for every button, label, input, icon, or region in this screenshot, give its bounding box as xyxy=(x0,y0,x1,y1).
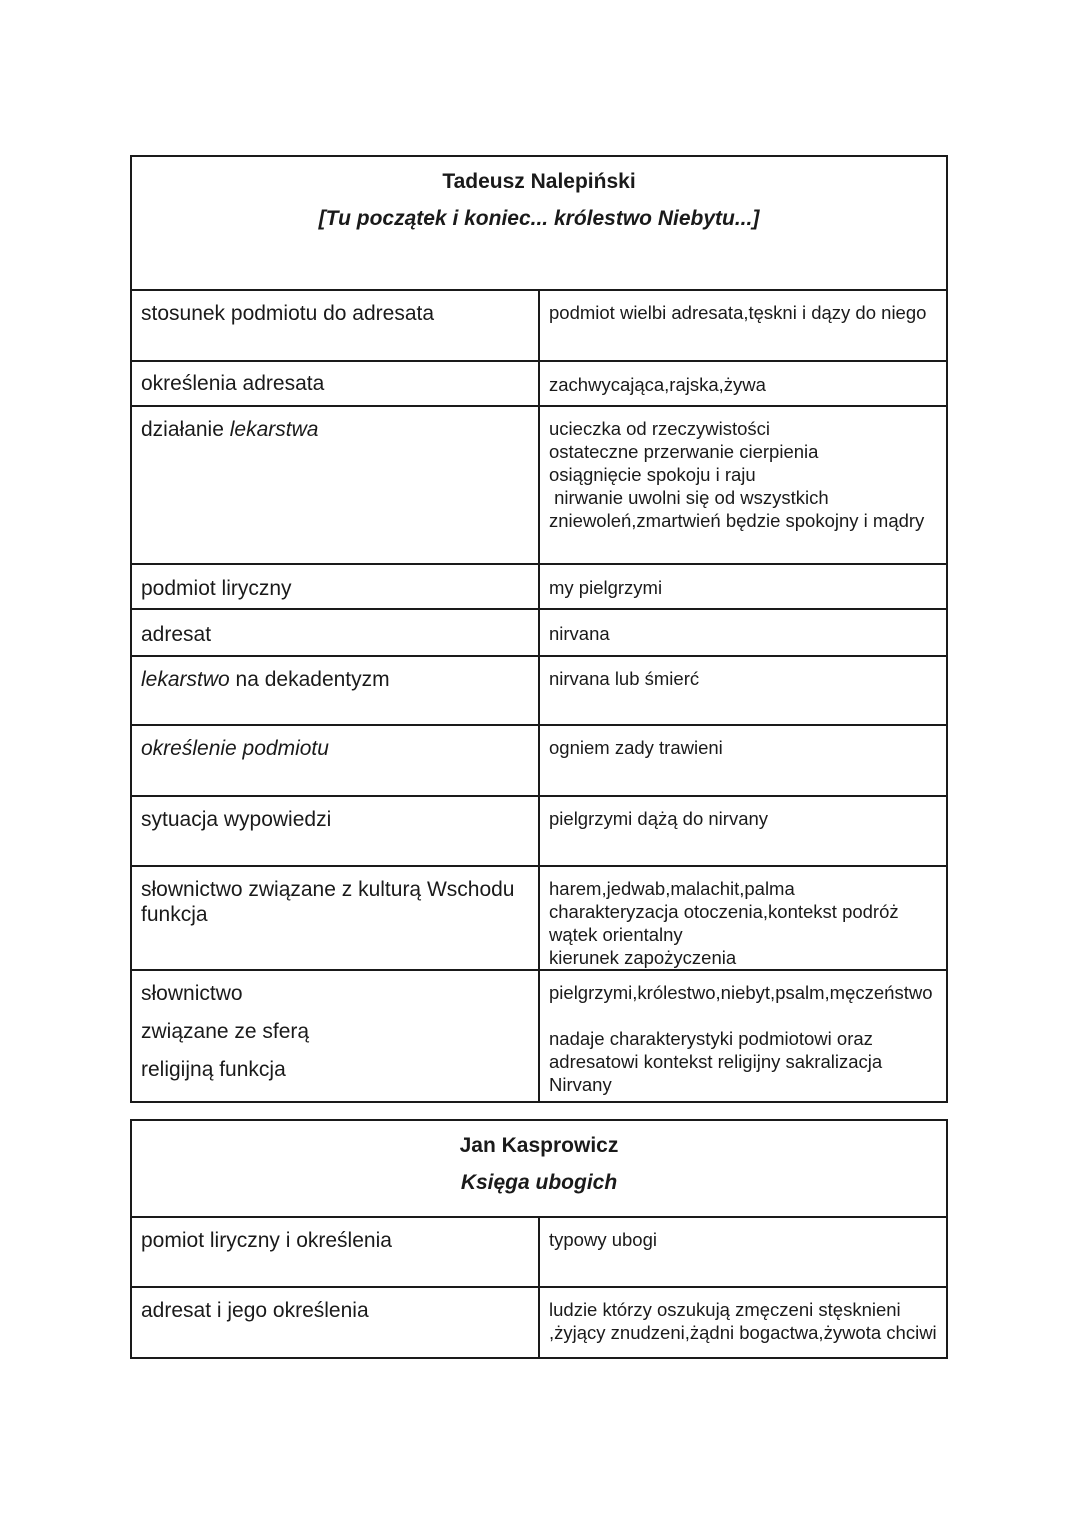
row-value: pielgrzymi dążą do nirvany xyxy=(539,796,947,866)
table-row xyxy=(131,970,947,1102)
value-line: kierunek zapożyczenia xyxy=(549,947,737,968)
value-line: harem,jedwab,malachit,palma xyxy=(549,878,795,899)
table-header-row xyxy=(131,1120,947,1217)
row-value: nirvana xyxy=(539,609,947,656)
row-label xyxy=(131,656,539,725)
value-line: nadaje charakterystyki podmiotowi oraz adresatowi kontekst religijny sakralizacja Nirvany xyxy=(549,1028,888,1095)
table-row xyxy=(131,725,947,796)
table-header-row xyxy=(131,156,947,290)
row-value: ludzie którzy oszukują zmęczeni stęsknieni ,żyjący znudzeni,żądni bogactwa,żywota chciwi xyxy=(539,1287,947,1358)
row-label xyxy=(131,970,539,1102)
label-line: słownictwo xyxy=(141,982,243,1005)
label-italic-text: lekarstwo xyxy=(141,668,230,691)
value-line: ucieczka od rzeczywistości xyxy=(549,418,771,439)
table-row xyxy=(131,866,947,970)
author-name: Jan Kasprowicz xyxy=(459,1134,619,1157)
row-value: ogniem zady trawieni xyxy=(539,725,947,796)
table-row xyxy=(131,564,947,609)
label-text: na dekadentyzm xyxy=(229,668,390,691)
row-value: podmiot wielbi adresata,tęskni i dązy do niego xyxy=(539,290,947,361)
row-label: słownictwo związane z kulturą Wschodu funkcja xyxy=(131,866,539,970)
line-spacer xyxy=(549,1004,938,1027)
table-row xyxy=(131,290,947,361)
table-row xyxy=(131,796,947,866)
work-title: Księga ubogich xyxy=(460,1171,618,1194)
table-row xyxy=(131,1217,947,1287)
row-label: adresat i jego określenia xyxy=(131,1287,539,1358)
table-row xyxy=(131,361,947,406)
row-label: podmiot liryczny xyxy=(131,564,539,609)
label-italic-text: lekarstwa xyxy=(229,418,319,441)
row-value xyxy=(539,970,947,1102)
row-label: pomiot liryczny i określenia xyxy=(131,1217,539,1287)
table-row xyxy=(131,609,947,656)
row-label: stosunek podmiotu do adresata xyxy=(131,290,539,361)
row-label: adresat xyxy=(131,609,539,656)
value-line: charakteryzacja otoczenia,kontekst podróż wątek orientalny xyxy=(549,901,904,945)
row-value: zachwycająca,rajska,żywa xyxy=(539,361,947,406)
label-line: związane ze sferą xyxy=(141,1020,310,1043)
table-header xyxy=(131,156,947,290)
row-value: my pielgrzymi xyxy=(539,564,947,609)
table-header xyxy=(131,1120,947,1217)
row-label: określenia adresata xyxy=(131,361,539,406)
value-line: osiągnięcie spokoju i raju xyxy=(549,464,756,485)
work-title: [Tu początek i koniec... królestwo Niebytu...] xyxy=(318,207,760,230)
row-value xyxy=(539,866,947,970)
table-row xyxy=(131,656,947,725)
row-label: sytuacja wypowiedzi xyxy=(131,796,539,866)
table-row xyxy=(131,1287,947,1358)
label-text: działanie xyxy=(141,418,230,441)
value-line: ostateczne przerwanie cierpienia xyxy=(549,441,819,462)
label-line: religijną funkcja xyxy=(141,1058,286,1081)
table-kasprowicz xyxy=(130,1119,948,1359)
row-label: określenie podmiotu xyxy=(131,725,539,796)
row-value: typowy ubogi xyxy=(539,1217,947,1287)
value-line: nirwanie uwolni się od wszystkich zniewoleń,zmartwień będzie spokojny i mądry xyxy=(549,487,925,531)
author-name: Tadeusz Nalepiński xyxy=(442,170,636,193)
table-row xyxy=(131,406,947,564)
row-label xyxy=(131,406,539,564)
table-nalepinski xyxy=(130,155,948,1103)
row-value xyxy=(539,406,947,564)
value-line: pielgrzymi,królestwo,niebyt,psalm,męczeństwo xyxy=(549,982,933,1003)
row-value: nirvana lub śmierć xyxy=(539,656,947,725)
